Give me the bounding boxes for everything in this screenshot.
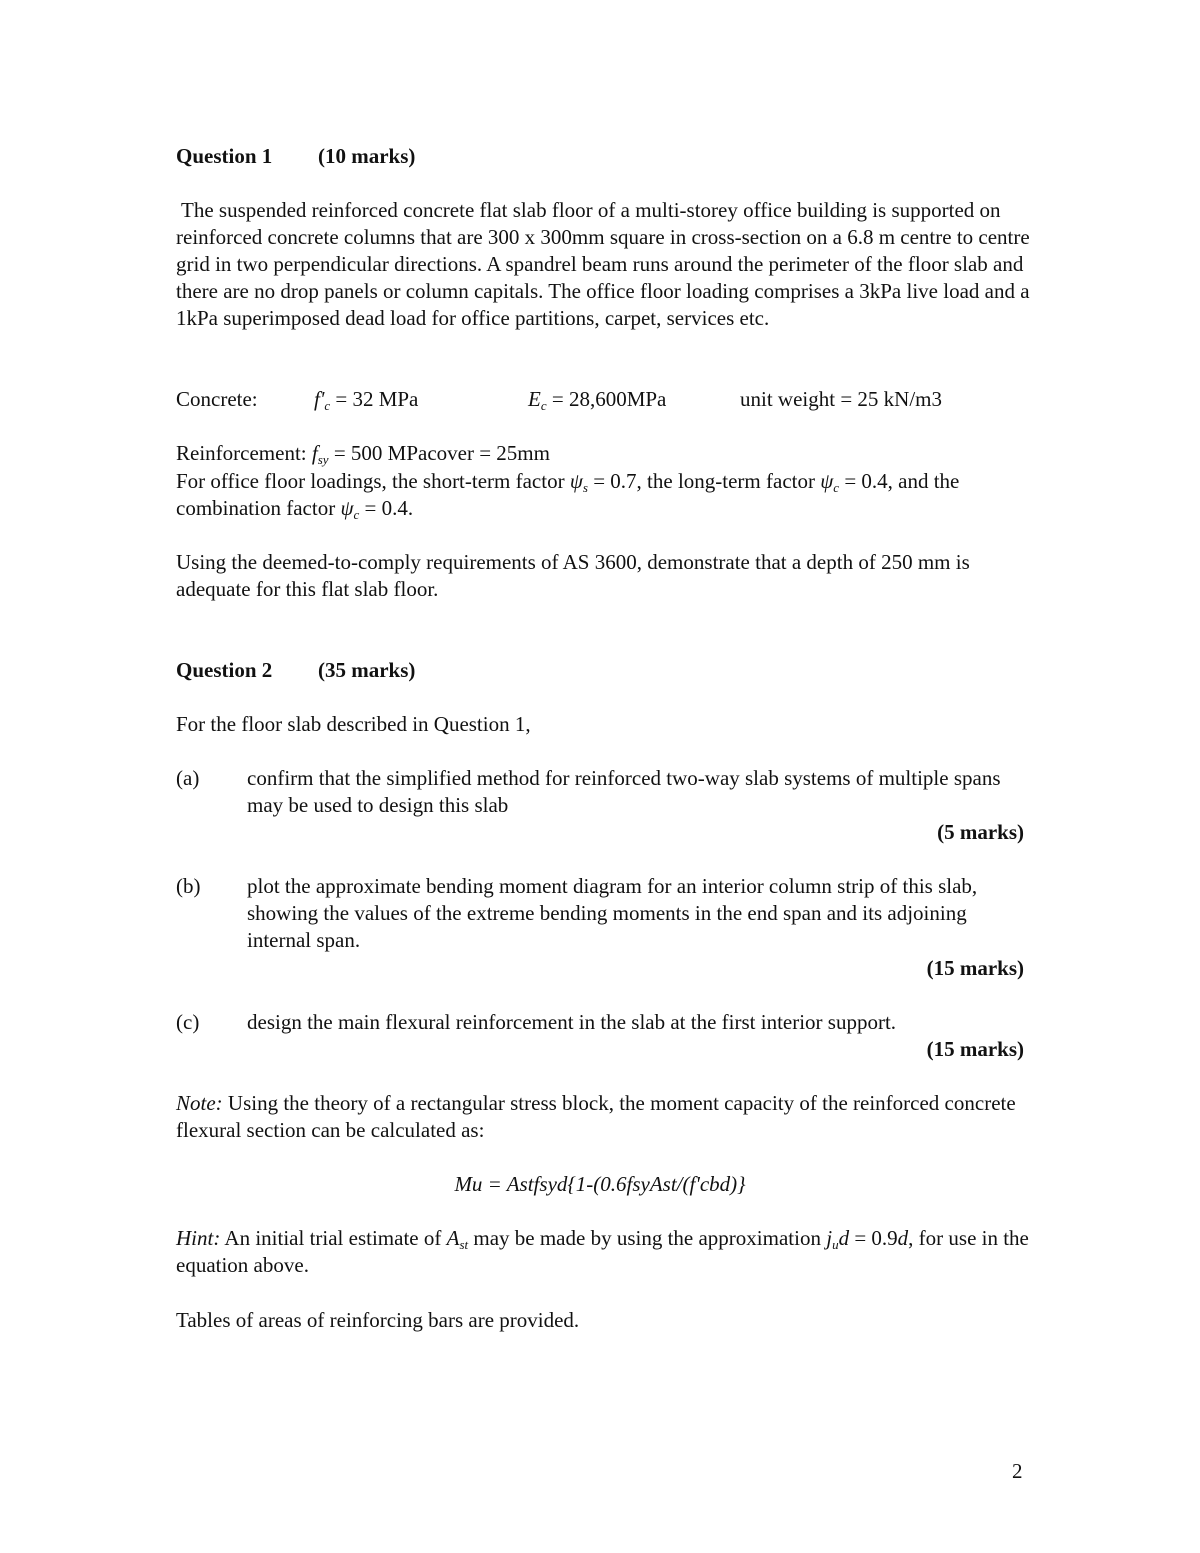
q1-title: Question 1	[176, 144, 273, 168]
q1-marks: (10 marks)	[318, 144, 416, 168]
reinforcement-row	[176, 440, 1036, 467]
q1-paragraph: The suspended reinforced concrete flat slab floor of a multi-storey office building is supported on reinforced concrete columns that are 300 x 300mm square in cross-section on a 6.8 m centre to centre grid in two perpendicular directions. A spandrel beam runs around the perimeter of the floor slab and there are no drop panels or column capitals. The office floor loading comprises a 3kPa live load and a 1kPa superimposed dead load for office partitions, carpet, services etc.	[176, 198, 1030, 330]
reinforcement-value: Reinforcement: $f_{sy} = 500$ MPacover = 25mm	[176, 441, 550, 467]
concrete-row	[176, 386, 1036, 413]
q2-heading	[176, 657, 1036, 684]
hint-paragraph: Hint: An initial trial estimate of $A_{st}$ may be made by using the approximation $j_ud = 0.9d$, for use in the equation above.	[176, 1226, 1029, 1277]
item-label: (a)	[176, 766, 200, 790]
item-label: (b)	[176, 874, 201, 898]
item-a-marks: (5 marks)	[937, 820, 1024, 844]
note-paragraph: Note: Using the theory of a rectangular stress block, the moment capacity of the reinforced concrete flexural section can be calculated as:	[176, 1091, 1016, 1142]
hint-label: Hint:	[176, 1226, 221, 1250]
item-label: (c)	[176, 1010, 200, 1034]
q1-heading	[176, 143, 1036, 170]
item-text: confirm that the simplified method for reinforced two-way slab systems of multiple spans may be used to design this slab	[247, 766, 1001, 817]
fc-value: $f'_c = 32$ MPa	[314, 387, 419, 413]
q2-marks: (35 marks)	[318, 658, 416, 682]
note-label: Note:	[176, 1091, 223, 1115]
page-number: 2	[1012, 1459, 1023, 1483]
q2-title: Question 2	[176, 658, 273, 682]
concrete-label: Concrete:	[176, 387, 258, 411]
q2-intro: For the floor slab described in Question 1,	[176, 712, 531, 736]
unit-weight: unit weight = 25 kN/m3	[740, 387, 943, 411]
item-text: plot the approximate bending moment diagram for an interior column strip of this slab, showing the values of the extreme bending moments in the end span and its adjoining internal span.	[247, 874, 978, 952]
ec-value: $E_c = 28,600MPa$	[528, 387, 667, 413]
moment-equation: Mu = Astfsyd{1-(0.6fsyAst/(f'cbd)}	[454, 1172, 746, 1196]
factors-paragraph: For office floor loadings, the short-term factor $\psi_s = 0.7$, the long-term factor $\psi_c = 0.4$, and the combination factor $\psi_c = 0.4$.	[176, 469, 960, 522]
item-c-marks: (15 marks)	[926, 1037, 1024, 1061]
item-b-marks: (15 marks)	[926, 956, 1024, 980]
using-paragraph: Using the deemed-to-comply requirements of AS 3600, demonstrate that a depth of 250 mm is adequate for this flat slab floor.	[176, 550, 970, 601]
item-text: design the main flexural reinforcement in the slab at the first interior support.	[247, 1010, 897, 1034]
tables-note: Tables of areas of reinforcing bars are provided.	[176, 1308, 580, 1332]
